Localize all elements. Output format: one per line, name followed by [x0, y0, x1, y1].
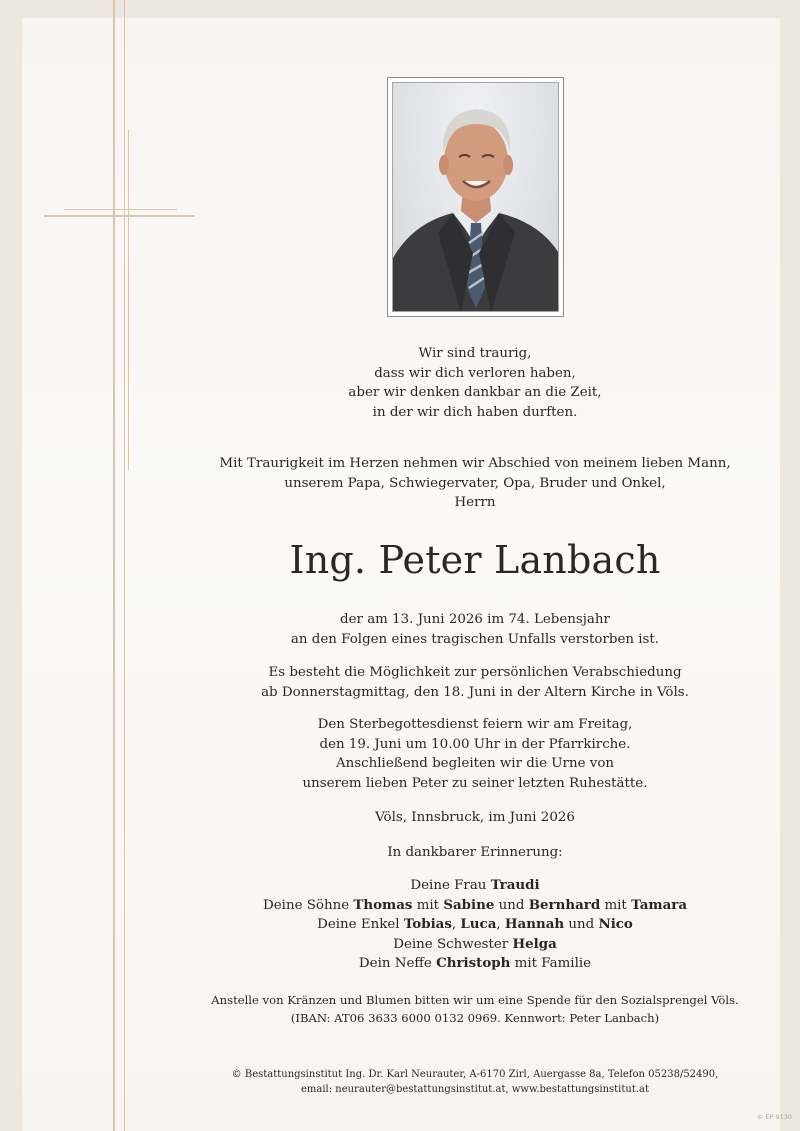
funeral-home-footer — [180, 1068, 770, 1097]
relative-name: Nico — [598, 916, 633, 933]
family-list — [180, 876, 770, 974]
connector: mit Familie — [510, 956, 592, 972]
family-wife — [180, 876, 770, 896]
family-sons — [180, 896, 770, 916]
intro-line: unserem Papa, Schwiegervater, Opa, Bruder und Onkel, — [284, 475, 666, 491]
document-code: © EP 9130 — [756, 1113, 792, 1121]
donation-line: Anstelle von Kränzen und Blumen bitten wir um eine Spende für den Sozialsprengel Völs. — [211, 993, 739, 1007]
service-info — [180, 715, 770, 793]
intro-line: Herrn — [454, 495, 496, 511]
label: Deine Schwester — [393, 936, 513, 952]
family-nephew — [180, 954, 770, 974]
relative-name: Sabine — [443, 896, 495, 913]
place-date: Völs, Innsbruck, im Juni 2026 — [375, 810, 575, 825]
family-grandchildren — [180, 915, 770, 935]
footer-line: © Bestattungsinstitut Ing. Dr. Karl Neurauter, A-6170 Zirl, Auergasse 8a, Telefon 05238/52490, — [231, 1069, 719, 1080]
relative-name: Tobias — [403, 916, 452, 933]
label: Deine Enkel — [317, 917, 404, 933]
poem — [180, 344, 770, 422]
service-line: den 19. Juni um 10.00 Uhr in der Pfarrkirche. — [319, 736, 631, 752]
donation-note — [180, 992, 770, 1027]
relative-name: Helga — [512, 935, 557, 952]
poem-line: Wir sind traurig, — [418, 346, 532, 361]
portrait-illustration — [393, 83, 559, 312]
relative-name: Traudi — [490, 877, 540, 893]
relative-name: Luca — [460, 916, 497, 933]
portrait-frame — [387, 77, 564, 317]
connector: und — [564, 917, 599, 933]
service-line: unserem lieben Peter zu seiner letzten Ruhestätte. — [302, 775, 648, 791]
service-line: Den Sterbegottesdienst feiern wir am Freitag, — [317, 717, 633, 732]
footer-line: email: neurauter@bestattungsinstitut.at, www.bestattungsinstitut.at — [300, 1083, 650, 1095]
relative-name: Bernhard — [528, 896, 601, 913]
farewell-line: ab Donnerstagmittag, den 18. Juni in der Altern Kirche in Völs. — [261, 684, 689, 700]
connector: , — [496, 917, 505, 933]
poem-line: aber wir denken dankbar an die Zeit, — [348, 385, 602, 401]
farewell-info — [180, 663, 770, 702]
relative-name: Hannah — [504, 916, 565, 933]
relative-name: Christoph — [436, 955, 511, 972]
poem-line: in der wir dich haben durften. — [372, 404, 578, 420]
death-info-line: der am 13. Juni 2026 im 74. Lebensjahr — [340, 612, 610, 627]
poem-line: dass wir dich verloren haben, — [374, 365, 576, 381]
connector: , — [451, 917, 461, 933]
death-info-line: an den Folgen eines tragischen Unfalls verstorben ist. — [290, 631, 660, 647]
family-sister — [180, 935, 770, 955]
label: Dein Neffe — [358, 956, 437, 972]
connector: mit — [600, 897, 632, 913]
donation-line: (IBAN: AT06 3633 6000 0132 0969. Kennwort: Peter Lanbach) — [290, 1010, 660, 1025]
intro-text — [180, 454, 770, 513]
connector: mit — [412, 897, 444, 913]
service-line: Anschließend begleiten wir die Urne von — [335, 756, 615, 772]
relative-name: Thomas — [353, 896, 413, 913]
farewell-line: Es besteht die Möglichkeit zur persönlichen Verabschiedung — [268, 665, 682, 680]
connector: und — [494, 897, 529, 913]
death-info — [180, 610, 770, 649]
portrait-photo — [392, 82, 559, 312]
relative-name: Tamara — [631, 896, 687, 913]
memory-line: In dankbarer Erinnerung: — [387, 845, 563, 860]
deceased-name: Ing. Peter Lanbach — [289, 538, 661, 582]
intro-line: Mit Traurigkeit im Herzen nehmen wir Abschied von meinem lieben Mann, — [219, 456, 731, 471]
label: Deine Frau — [410, 878, 491, 893]
label: Deine Söhne — [263, 897, 354, 913]
